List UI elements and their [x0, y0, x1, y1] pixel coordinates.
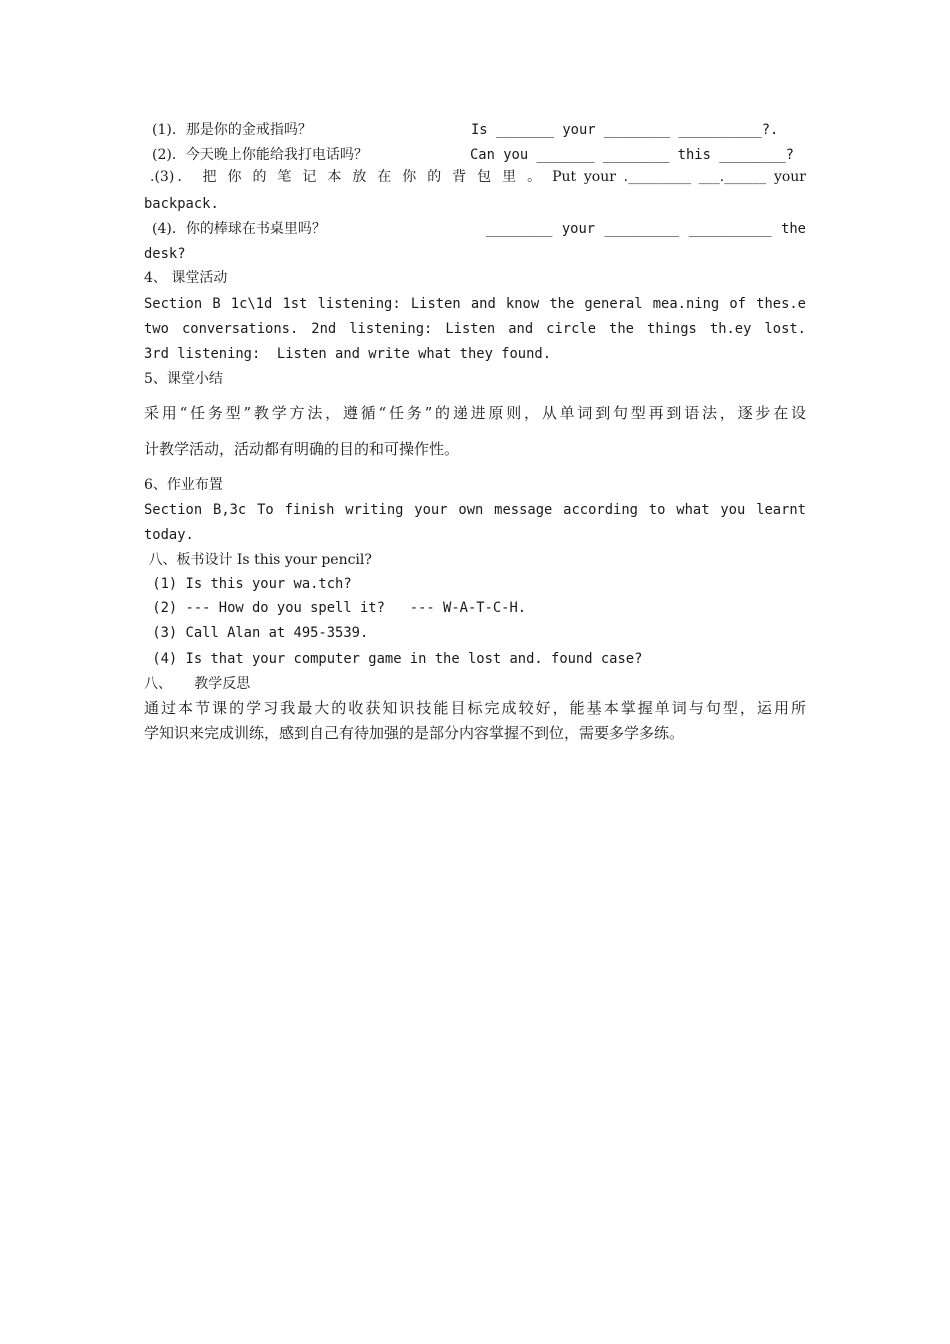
section6-line-2: today.: [144, 527, 194, 543]
section6-heading: 6、作业布置: [144, 477, 223, 493]
reflection-line-1: 通过本节课的学习我最大的收获知识技能目标完成较好，能基本掌握单词与句型，运用所: [144, 699, 806, 717]
q2-chinese: (2)．今天晚上你能给我打电话吗？: [152, 147, 368, 163]
board-heading: 八、板书设计 Is this your pencil?: [144, 552, 372, 568]
section5-line-1: 采用“任务型”教学方法，遵循“任务”的递进原则，从单词到句型再到语法，逐步在设: [144, 404, 806, 422]
section5-heading: 5、课堂小结: [144, 371, 223, 387]
reflection-heading: 八、 教学反思: [144, 676, 251, 692]
q4-continuation: desk?: [144, 246, 186, 262]
section4-line-1: Section B 1c\1d 1st listening: Listen and know the general mea.ning of thes.e: [144, 296, 806, 312]
section4-line-3: 3rd listening: Listen and write what they found.: [144, 346, 552, 362]
section4-heading: 4、 课堂活动: [144, 270, 228, 286]
section6-line-1: Section B,3c To finish writing your own message according to what you learnt: [144, 502, 806, 518]
reflection-line-2: 学知识来完成训练，感到自己有待加强的是部分内容掌握不到位，需要多学多练。: [144, 724, 685, 742]
section4-line-2: two conversations. 2nd listening: Listen and circle the things th.ey lost.: [144, 321, 806, 337]
board-item-1: (1) Is this your wa.tch?: [144, 576, 352, 592]
q3-continuation: backpack.: [144, 196, 219, 212]
q2-english: Can you _______ ________ this ________?: [470, 147, 794, 163]
board-item-4: (4) Is that your computer game in the lost and. found case?: [144, 651, 643, 667]
q4-chinese: (4)．你的棒球在书桌里吗？: [152, 221, 326, 237]
board-item-2: (2) --- How do you spell it? --- W-A-T-C-H.: [144, 600, 527, 616]
q1-english: Is _______ your ________ __________?.: [471, 122, 779, 138]
board-item-3: (3) Call Alan at 495-3539.: [144, 625, 369, 641]
q4-english: ________ your _________ __________ the: [486, 221, 806, 237]
section5-line-2: 计教学活动，活动都有明确的目的和可操作性。: [144, 440, 460, 458]
q3-line: .(3)． 把 你 的 笔 记 本 放 在 你 的 背 包 里 。 Put your ._________ ___.______ your: [150, 169, 806, 185]
q1-chinese: (1)．那是你的金戒指吗？: [152, 122, 312, 138]
